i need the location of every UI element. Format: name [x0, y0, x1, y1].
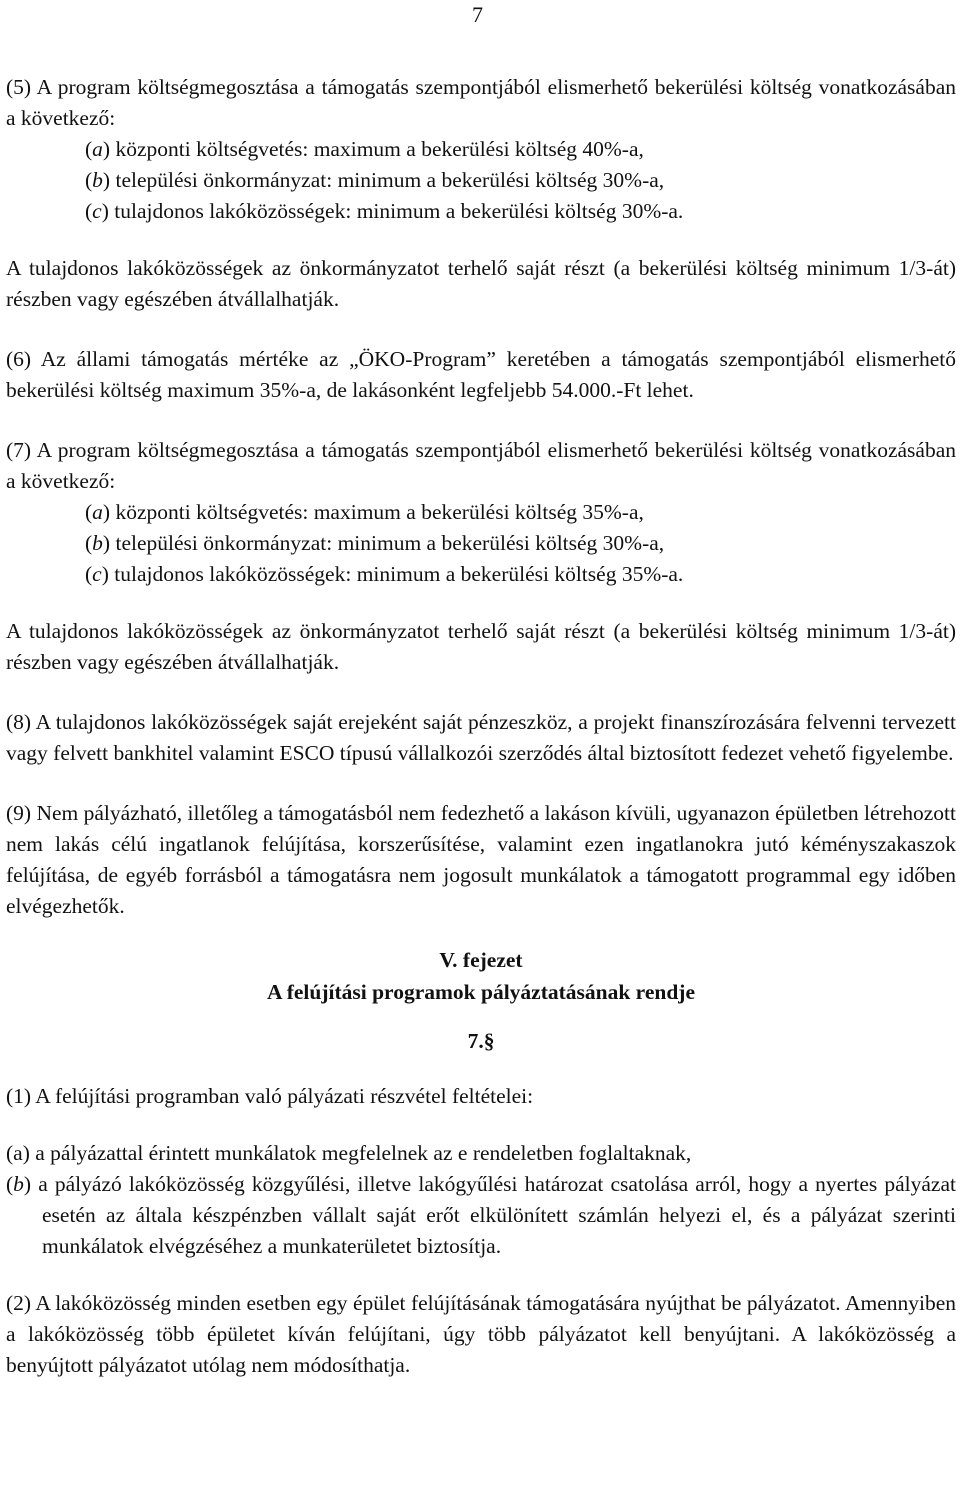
chapter-number: V. fejezet: [439, 948, 523, 972]
section-2: (2) A lakóközösség minden esetben egy épület felújításának támogatására nyújthat be pályázatot. Amennyiben a lakóközösség több épületet kíván felújítani, úgy több pályázatot kell benyújtani. A lakóközösség a benyújtott pályázatot utólag nem módosíthatja.: [6, 1291, 956, 1377]
paragraph-6: (6) Az állami támogatás mértéke az „ÖKO-Program” keretében a támogatás szempontjából elismerhető bekerülési költség maximum 35%-a, de lakásonként legfeljebb 54.000.-Ft lehet.: [6, 347, 956, 402]
paragraph-5-items: [6, 134, 956, 227]
section-number: 7.§: [467, 1029, 495, 1053]
paragraph-5-note: A tulajdonos lakóközösségek az önkormányzatot terhelő saját részt (a bekerülési költség minimum 1/3-át) részben vagy egészében átvállalhatják.: [6, 256, 956, 311]
document-body: [6, 72, 956, 1381]
list-item: (b) települési önkormányzat: minimum a bekerülési költség 30%-a,: [85, 531, 665, 555]
list-item: (b) települési önkormányzat: minimum a bekerülési költség 30%-a,: [85, 168, 665, 192]
paragraph-7-note: A tulajdonos lakóközösségek az önkormányzatot terhelő saját részt (a bekerülési költség minimum 1/3-át) részben vagy egészében átvállalhatják.: [6, 619, 956, 674]
paragraph-7-items: [6, 497, 956, 590]
section-1-items: [6, 1138, 956, 1262]
paragraph-8: (8) A tulajdonos lakóközösségek saját erejeként saját pénzeszköz, a projekt finanszírozására felvenni tervezett vagy felvett bankhitel valamint ESCO típusú vállalkozói szerződés által biztosított fedezet vehető figyelembe.: [6, 710, 956, 765]
list-item: (a) központi költségvetés: maximum a bekerülési költség 35%-a,: [85, 500, 644, 524]
list-item: (c) tulajdonos lakóközösségek: minimum a bekerülési költség 35%-a.: [85, 562, 684, 586]
chapter-title: A felújítási programok pályáztatásának rendje: [266, 980, 696, 1004]
list-item: (b) a pályázó lakóközösség közgyűlési, illetve lakógyűlési határozat csatolása arról, hogy a nyertes pályázat esetén az általa készpénzben vállalt saját erőt elkülönített számlán helyezi el, és a pályázat szerinti munkálatok elvégzéséhez a munkaterületet biztosítja.: [6, 1172, 956, 1258]
list-item: (a) a pályázattal érintett munkálatok megfelelnek az e rendeletben foglaltaknak,: [6, 1141, 692, 1165]
paragraph-7-intro: (7) A program költségmegosztása a támogatás szempontjából elismerhető bekerülési költség vonatkozásában a következő:: [6, 438, 956, 493]
paragraph-5-intro: (5) A program költségmegosztása a támogatás szempontjából elismerhető bekerülési költség vonatkozásában a következő:: [6, 75, 956, 130]
paragraph-9: (9) Nem pályázható, illetőleg a támogatásból nem fedezhető a lakáson kívüli, ugyanazon épületben létrehozott nem lakás célú ingatlanok felújítása, korszerűsítése, valamint ezen ingatlanokra jutó kéményszakaszok felújítása, de egyéb forrásból a támogatásra nem jogosult munkálatok a támogatott programmal egy időben elvégezhetők.: [6, 801, 956, 918]
section-1-intro: (1) A felújítási programban való pályázati részvétel feltételei:: [6, 1084, 534, 1108]
list-item: (a) központi költségvetés: maximum a bekerülési költség 40%-a,: [85, 137, 644, 161]
list-item: (c) tulajdonos lakóközösségek: minimum a bekerülési költség 30%-a.: [85, 199, 684, 223]
page-number: 7: [472, 2, 483, 27]
